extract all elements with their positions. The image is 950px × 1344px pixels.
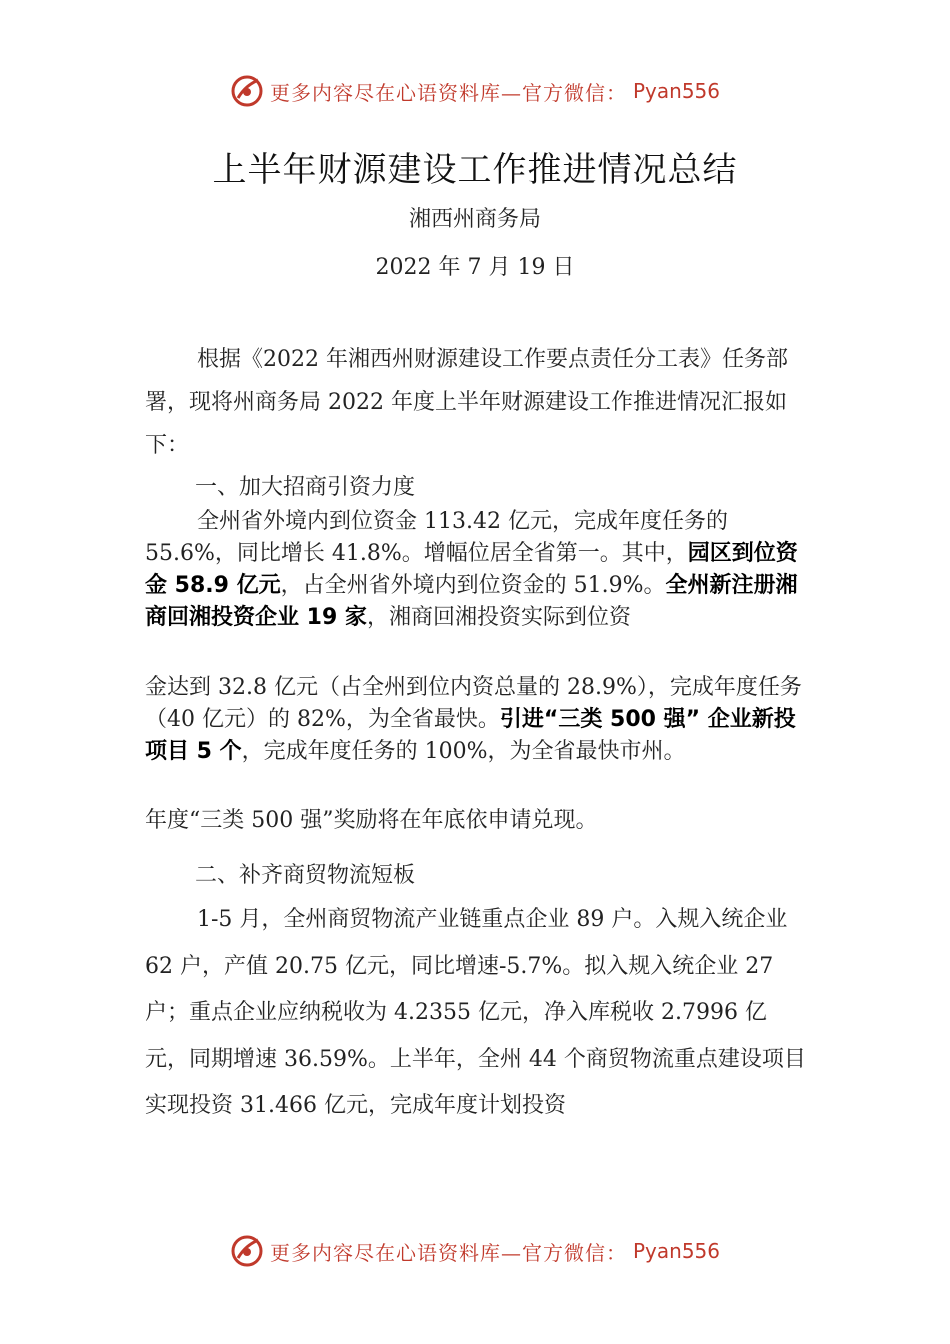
section1-paragraph2 [145, 672, 810, 768]
document-title: 上半年财源建设工作推进情况总结 [212, 150, 738, 190]
section1-paragraph3: 年度“三类 500 强”奖励将在年底依申请兑现。 [145, 808, 598, 833]
watermark-id: Pyan556 [632, 79, 720, 103]
section1-paragraph1 [145, 506, 810, 634]
section1-p2-text-b: ，完成年度任务的 100%，为全省最快市州。 [241, 739, 686, 764]
section1-p1-text-b: ，占全州省外境内到位资金的 51.9%。 [280, 573, 666, 598]
watermark-bottom [0, 1234, 950, 1268]
section1-p2-text-a: 金达到 32.8 亿元（占全州到位内资总量的 28.9%），完成年度任务（40 亿元）的 82%，为全省最快。 [145, 675, 802, 732]
document-org: 湘西州商务局 [408, 207, 541, 232]
section1-p1-bold1: 园区到位资金 58.9 亿元 [145, 541, 798, 598]
logo-icon [230, 74, 264, 108]
document-date: 2022 年 7 月 19 日 [375, 255, 575, 280]
section2-heading: 二、补齐商贸物流短板 [195, 863, 416, 888]
watermark-text: 更多内容尽在心语资料库—官方微信： [269, 1240, 627, 1265]
section1-p2-bold: 引进“三类 500 强” 企业新投项目 5 个 [145, 707, 796, 764]
section2-paragraph1: 1-5 月，全州商贸物流产业链重点企业 89 户。入规入统企业 62 户，产值 20.75 亿元，同比增速-5.7%。拟入规入统企业 27 户；重点企业应纳税收为 4.2355 亿元，净入库税收 2.7996 亿元，同期增速 36.59%。上半年，全州 44 个商贸物流重点建设项目实现投资 31.466 亿元，完成年度计划投资 [145, 907, 806, 1118]
section1-p1-bold2: 全州新注册湘商回湘投资企业 19 家 [145, 573, 798, 630]
watermark-top [0, 74, 950, 108]
section1-p1-text-a: 全州省外境内到位资金 113.42 亿元，完成年度任务的 55.6%，同比增长 41.8%。增幅位居全省第一。其中， [145, 509, 728, 566]
logo-icon [230, 1234, 264, 1268]
section1-p1-text-c: ，湘商回湘投资实际到位资 [366, 605, 631, 630]
watermark-id: Pyan556 [632, 1239, 720, 1263]
intro-paragraph: 根据《2022 年湘西州财源建设工作要点责任分工表》任务部署，现将州商务局 2022 年度上半年财源建设工作推进情况汇报如下： [145, 347, 788, 458]
watermark-text: 更多内容尽在心语资料库—官方微信： [269, 80, 627, 105]
section1-heading: 一、加大招商引资力度 [195, 475, 416, 500]
